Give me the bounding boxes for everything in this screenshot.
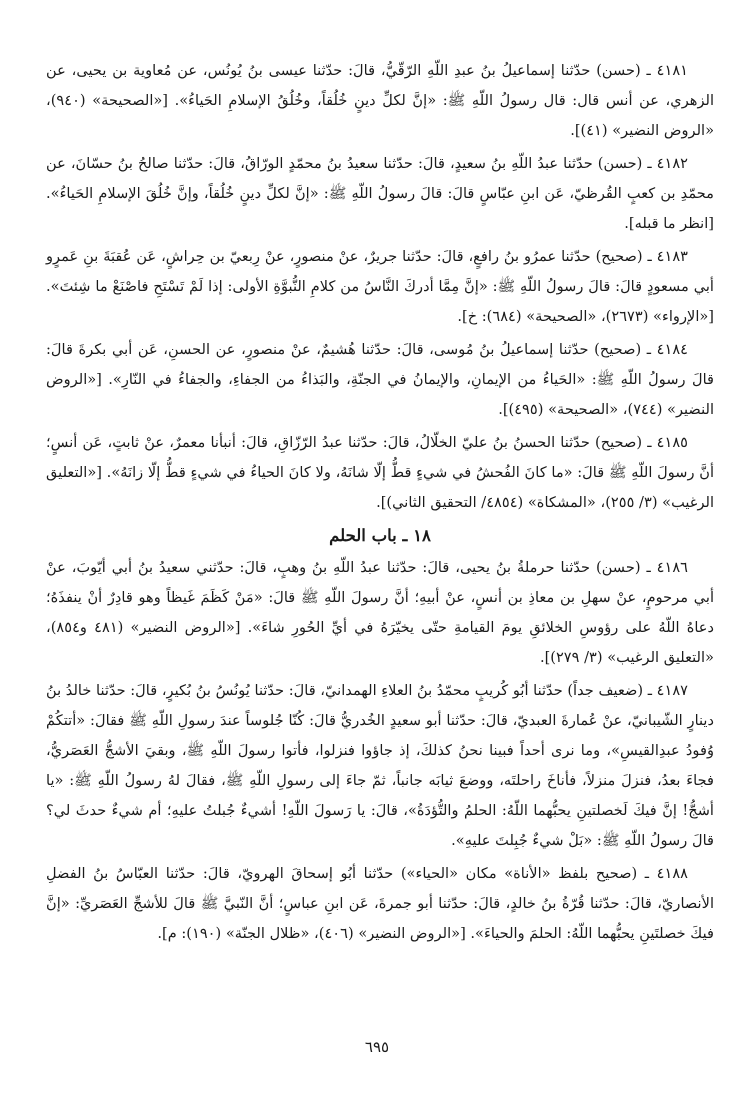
hadith-4184: ٤١٨٤ ـ (صحيح) حدّثنا إسماعيلُ بنُ مُوسى، قالَ: حدّثنا هُشيمٌ، عنْ منصورٍ، عن الحسنِ، عَن أبي بكرةَ قالَ: قالَ رسولُ اللّهِ ﷺ: «الحَياءُ من الإيمانِ، والإيمانُ في الجنّةِ، والبَذاءُ من الجفاءِ، والجفاءُ في النّارِ». [«الروض النضير» (٧٤٤)، «الصحيحة» (٤٩٥)]. [46,341,714,418]
hadith-4181: ٤١٨١ ـ (حسن) حدّثنا إسماعيلُ بنُ عبدِ اللّهِ الرّقّيُّ، قالَ: حدّثنا عيسى بنُ يُونُس، عن مُعاوية بن يحيى، عن الزهري، عن أنس قال: قال رسولُ اللّهِ ﷺ: «إنَّ لكلِّ دينٍ خُلُقاً، وخُلُقُ الإسلامِ الحَياءُ». [«الصحيحة» (٩٤٠)، «الروض النضير» (٤١)]. [46,62,714,139]
hadith-4182: ٤١٨٢ ـ (حسن) حدّثنا عبدُ اللّهِ بنُ سعيدٍ، قالَ: حدّثنا سعيدُ بنُ محمّدٍ الورّاقُ، قالَ: حدّثنا صالحُ بنُ حسّانَ، عن محمّدِ بن كعبٍ القُرظيّ، عَن ابنِ عبّاسٍ قالَ: قالَ رسولُ اللّهِ ﷺ: «إنَّ لكلِّ دينٍ خُلُقاً، وإنَّ خُلُقَ الإسلامِ الحَياءُ». [انظر ما قبله]. [46,155,714,232]
hadith-4186: ٤١٨٦ ـ (حسن) حدّثنا حرملةُ بنُ يحيى، قالَ: حدّثنا عبدُ اللّهِ بنُ وهبٍ، قالَ: حدّثني سعيدُ بنُ أبي أيّوبَ، عنْ أبي مرحومٍ، عنْ سهلِ بن معاذِ بن أنسٍ، عنْ أبيهِ؛ أنَّ رسولَ اللّهِ ﷺ قالَ: «مَنْ كَظَمَ غَيظاً وهو قادِرٌ أنْ ينفذَهُ؛ دعاهُ اللّهُ على رؤوسِ الخلائقِ يومَ القيامةِ حتّى يخيّرَهُ في أيِّ الحُورِ شاءَ». [«الروض النضير» (٤٨١ و٨٥٤)، «التعليق الرغيب» (٣/ ٢٧٩)]. [46,559,715,666]
hadith-4187: ٤١٨٧ ـ (ضعيف جداً) حدّثنا أبُو كُريبٍ محمّدُ بنُ العلاءِ الهمدانيّ، قالَ: حدّثنا يُونُسُ بنُ بُكيرٍ، قالَ: حدّثنا خالدُ بنُ دينارٍ الشّيبانيّ، عنْ عُمارةَ العبديّ، قالَ: حدّثنا أبو سعيدٍ الخُدريُّ قالَ: كُنّا جُلوساً عندَ رسولِ اللّهِ ﷺ فقالَ: «أتتكُمْ وُفودُ عبدِالقيسِ»، وما نرى أحداً فبينا نحنُ كذلكَ، إذ جاؤوا فنزلوا، فأتوا رسولَ اللّهِ ﷺ، وبقيَ الأشجُّ العَصَريُّ، فجاءَ بعدُ، فنزلَ منزلاً، فأناخَ راحلتَه، ووضعَ ثيابَه جانباً، ثمّ جاءَ إلى رسولِ اللّهِ ﷺ، فقالَ لهُ رسولُ اللّهِ ﷺ: «يا أشجُّ! إنَّ فيكَ لَخصلتينِ يحبُّهما اللّهُ: الحلمُ والتُّؤدَةُ»، قالَ: يا رَسولَ اللّهِ! أشيءٌ جُبلتُ عليهِ؛ أم شيءٌ حدثَ لي؟ قالَ رسولُ اللّهِ ﷺ: «بَلْ شيءٌ جُبِلتَ عليهِ». [46,682,714,849]
hadith-4188: ٤١٨٨ ـ (صحيح بلفظ «الأناة» مكان «الحياء») حدّثنا أبُو إسحاقَ الهرويّ، قالَ: حدّثنا العبّاسُ بنُ الفضلِ الأنصاريّ، قالَ: حدّثنا قُرّةُ بنُ خالدٍ، قالَ: حدّثنا أبو جمرةَ، عَن ابنِ عباسٍ؛ أنَّ النّبيَّ ﷺ قالَ للأشجِّ العَصَريِّ: «إنَّ فيكَ خصلتَينِ يحبُّهما اللّهُ: الحلمَ والحياءَ». [«الروض النضير» (٤٠٦)، «ظلال الجنّة» (١٩٠): م]. [46,865,714,942]
page-body [46,56,714,952]
page-number: ٦٩٥ [364,1038,390,1056]
hadith-4185: ٤١٨٥ ـ (صحيح) حدّثنا الحسنُ بنُ عليّ الخلّالُ، قالَ: حدّثنا عبدُ الرّزّاقِ، قالَ: أنبأنا معمرٌ، عنْ ثابتٍ، عَن أنسٍ؛ أنَّ رسولَ اللّهِ ﷺ قالَ: «ما كانَ الفُحشُ في شيءٍ قطُّ إلّا شانَهُ، ولا كانَ الحياءُ في شيءٍ قطُّ إلّا زانَهُ». [«التعليق الرغيب» (٣/ ٢٥٥)، «المشكاة» (٤٨٥٤/ التحقيق الثاني)]. [46,434,714,511]
section-heading: ١٨ ـ باب الحلم [329,526,431,545]
hadith-4183: ٤١٨٣ ـ (صحيح) حدّثنا عمرُو بنُ رافعٍ، قالَ: حدّثنا جريرٌ، عنْ منصورٍ، عنْ رِبعيّ بن حِراشٍ، عَن عُقبَةَ بنِ عَمرٍو أبي مسعودٍ قالَ: قالَ رسولُ اللّهِ ﷺ: «إنَّ مِمَّا أدركَ النَّاسُ من كلامِ النُّبوَّةِ الأولى: إذا لَمْ تَسْتَحِ فاصْنَعْ ما شِئتَ». [«الإرواء» (٢٦٧٣)، «الصحيحة» (٦٨٤): خ]. [46,248,714,325]
